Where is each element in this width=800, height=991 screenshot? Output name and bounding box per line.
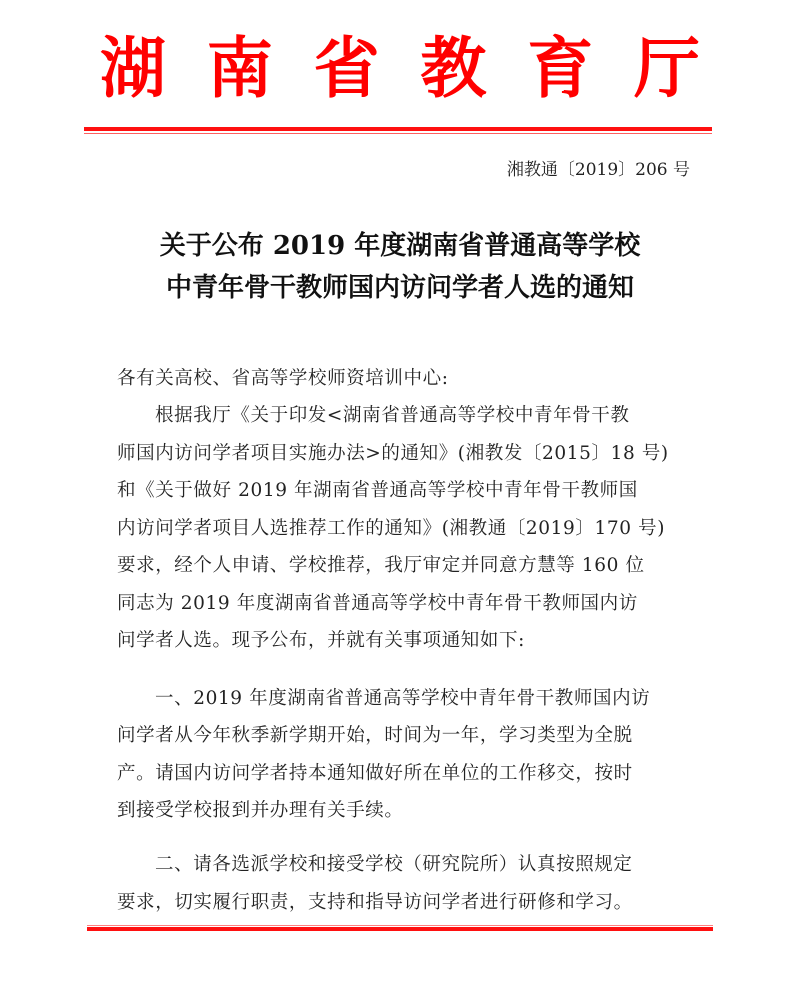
paragraph-line: 一、2019 年度湖南省普通高等学校中青年骨干教师国内访 [155, 688, 651, 709]
paragraph-line: 和《关于做好 2019 年湖南省普通高等学校中青年骨干教师国 [117, 480, 638, 501]
salutation: 各有关高校、省高等学校师资培训中心: [117, 368, 449, 389]
issuer-masthead [100, 28, 700, 108]
paragraph-line: 内访问学者项目人选推荐工作的通知》(湘教通〔2019〕170 号) [117, 518, 666, 539]
header-divider [84, 127, 712, 131]
paragraph-line: 问学者从今年秋季新学期开始，时间为一年，学习类型为全脱 [117, 725, 633, 746]
footer-divider [87, 927, 713, 931]
document-number: 湘教通〔2019〕206 号 [506, 160, 690, 180]
header-divider-thin [84, 133, 712, 134]
paragraph-line: 师国内访问学者项目实施办法>的通知》(湘教发〔2015〕18 号) [117, 443, 669, 464]
paragraph-line: 要求，经个人申请、学校推荐，我厅审定并同意方慧等 160 位 [117, 555, 645, 576]
paragraph-line: 到接受学校报到并办理有关手续。 [117, 800, 404, 821]
paragraph-line: 同志为 2019 年度湖南省普通高等学校中青年骨干教师国内访 [117, 593, 638, 614]
masthead-char: 教 [420, 29, 487, 107]
footer-divider-thin [87, 925, 713, 926]
document-title-line-1: 关于公布 2019 年度湖南省普通高等学校 [159, 231, 641, 261]
document-title-line-2: 中青年骨干教师国内访问学者人选的通知 [165, 273, 634, 303]
paragraph-line: 产。请国内访问学者持本通知做好所在单位的工作移交，按时 [117, 763, 633, 784]
paragraph-line: 问学者人选。现予公布，并就有关事项通知如下: [117, 630, 525, 651]
masthead-char: 育 [527, 29, 594, 107]
paragraph-line: 要求，切实履行职责，支持和指导访问学者进行研修和学习。 [117, 892, 633, 913]
paragraph-line: 根据我厅《关于印发<湖南省普通高等学校中青年骨干教 [155, 405, 630, 426]
masthead-char: 省 [313, 29, 380, 107]
masthead-char: 厅 [633, 29, 700, 107]
paragraph-line: 二、请各选派学校和接受学校（研究院所）认真按照规定 [155, 854, 633, 875]
masthead-char: 湖 [100, 29, 166, 107]
masthead-char: 南 [206, 29, 273, 107]
